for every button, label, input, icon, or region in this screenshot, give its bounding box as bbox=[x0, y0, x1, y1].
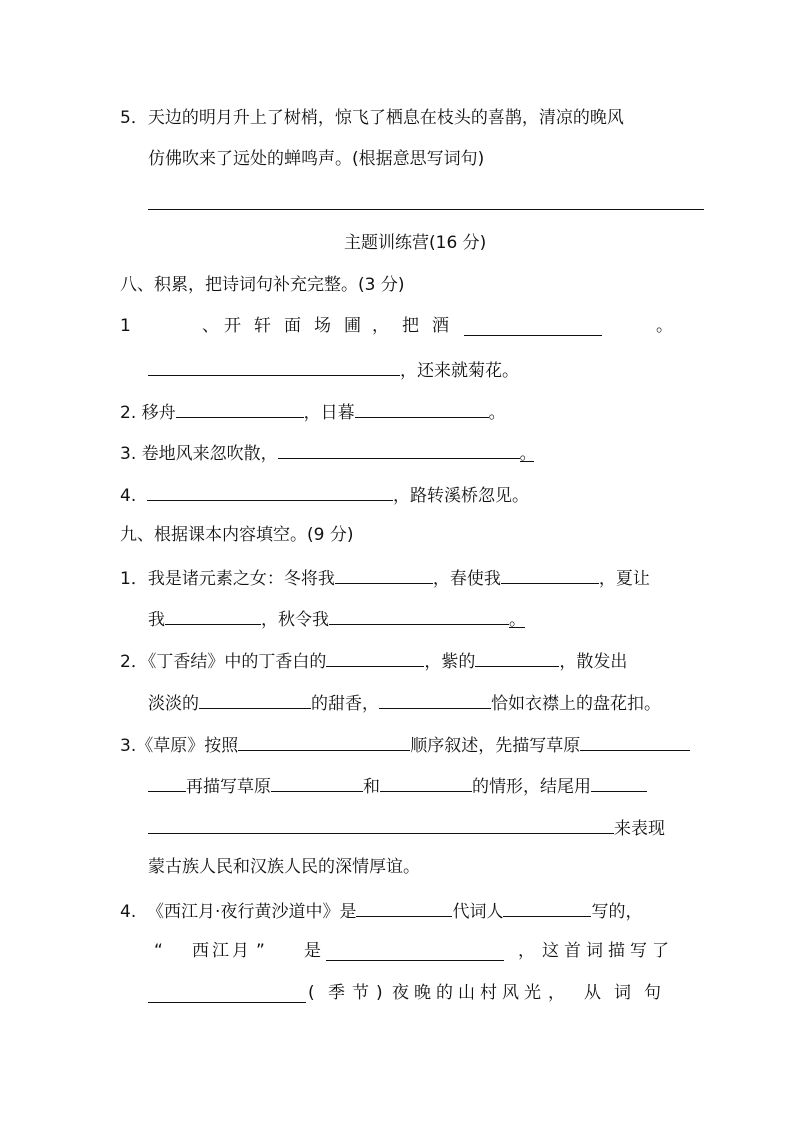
s8-q3-blank[interactable] bbox=[278, 440, 520, 459]
s9-q3-blank-7[interactable] bbox=[148, 815, 614, 834]
s9-q1-text-c: ，夏让 bbox=[598, 569, 650, 589]
s9-q4-char: 是 bbox=[304, 941, 321, 961]
s9-q4-text-a: 《西江月·夜行黄沙道中》是 bbox=[147, 902, 357, 922]
s9-q4-char: ” bbox=[256, 941, 265, 961]
s9-q4-char: “ bbox=[154, 941, 163, 961]
s9-q2-line1 bbox=[120, 648, 627, 673]
s8-q3 bbox=[120, 440, 537, 465]
s8-q3-number: 3. bbox=[120, 444, 137, 464]
s9-q3-text-a: 《草原》按照 bbox=[136, 736, 239, 756]
s8-q1-char: 把 bbox=[402, 316, 419, 336]
s8-q1-char: 、 bbox=[202, 316, 219, 336]
s8-q2-blank-1[interactable] bbox=[176, 399, 304, 418]
s8-q3-text: 卷地风来忽吹散， bbox=[141, 444, 278, 464]
q5-number: 5． bbox=[120, 108, 148, 128]
s9-q4-char: 江 bbox=[212, 941, 229, 961]
s8-q1-char: 开 bbox=[224, 316, 241, 336]
s8-q1-blank-2[interactable] bbox=[148, 357, 400, 376]
s9-q3-blank-3[interactable] bbox=[148, 773, 186, 792]
s8-q1-number: 1 bbox=[120, 316, 131, 336]
q5-line2 bbox=[148, 148, 484, 170]
s9-q2-text-d: 淡淡的 bbox=[148, 694, 199, 714]
s8-q2-text-a: 移舟 bbox=[141, 403, 176, 423]
s9-q2-text-c: ，散发出 bbox=[559, 652, 628, 672]
s9-q3-line3 bbox=[148, 815, 665, 840]
s8-q4-number: 4. bbox=[120, 486, 137, 506]
s9-q2-text-f: 恰如衣襟上的盘花扣。 bbox=[491, 694, 661, 714]
s9-q4-char: 光 bbox=[524, 983, 541, 1003]
s9-q4-char: 山 bbox=[458, 983, 475, 1003]
s9-q2-blank-3[interactable] bbox=[199, 690, 311, 709]
s9-q4-char: 写 bbox=[630, 941, 647, 961]
s9-q4-char: 村 bbox=[480, 983, 497, 1003]
q5-text-2: 仿佛吹来了远处的蝉鸣声。(根据意思写词句) bbox=[148, 149, 485, 169]
s9-q3-number: 3. bbox=[120, 736, 137, 756]
s8-q1-char: 酒 bbox=[432, 316, 449, 336]
s9-q4-char: 首 bbox=[564, 941, 581, 961]
s9-q3-line1 bbox=[120, 732, 690, 757]
s9-q4-char: 西 bbox=[192, 941, 209, 961]
s9-q1-text-e: ，秋令我 bbox=[261, 610, 329, 630]
s8-heading: 八、积累，把诗词句补充完整。(3 分) bbox=[120, 275, 405, 295]
s9-q3-blank-5[interactable] bbox=[380, 773, 472, 792]
s9-q2-text-b: ，紫的 bbox=[424, 652, 476, 672]
s9-q3-text-d: 和 bbox=[363, 777, 380, 797]
s9-q2-blank-4[interactable] bbox=[379, 690, 491, 709]
s9-q3-text-g: 蒙古族人民和汉族人民的深情厚谊。 bbox=[148, 857, 420, 877]
s9-q4-char: 词 bbox=[586, 941, 603, 961]
s9-q4-char: 季 bbox=[328, 983, 345, 1003]
s8-q4-text: ，路转溪桥忽见。 bbox=[393, 486, 530, 506]
s9-q1-text-a: 我是诸元素之女：冬将我 bbox=[147, 569, 335, 589]
s9-q2-blank-1[interactable] bbox=[326, 648, 424, 667]
s9-q1-text-b: ，春使我 bbox=[432, 569, 501, 589]
s8-q4-blank[interactable] bbox=[147, 482, 393, 501]
s9-q4-char: 从 bbox=[584, 983, 601, 1003]
s9-q4-line1 bbox=[120, 898, 642, 923]
s9-q1-line2 bbox=[148, 606, 525, 631]
s9-q4-blank-2[interactable] bbox=[503, 898, 591, 917]
s9-q4-number: 4. bbox=[120, 902, 137, 922]
s9-q4-blank-1[interactable] bbox=[356, 898, 452, 917]
s8-q1-blank-1[interactable] bbox=[464, 317, 602, 336]
s9-q1-number: 1． bbox=[120, 569, 148, 589]
q5-text-1: 天边的明月升上了树梢，惊飞了栖息在枝头的喜鹊，清凉的晚风 bbox=[147, 108, 624, 128]
s8-q2 bbox=[120, 399, 506, 424]
s9-q2-line2 bbox=[148, 690, 661, 715]
s9-q4-char: 描 bbox=[608, 941, 625, 961]
s8-q1-char: 轩 bbox=[254, 316, 271, 336]
s9-q3-text-c: 再描写草原 bbox=[186, 777, 271, 797]
s9-q4-char: ， bbox=[548, 983, 565, 1003]
s9-q4-char: ( bbox=[308, 983, 315, 1003]
s9-q1-blank-3[interactable] bbox=[165, 606, 261, 625]
s8-q2-blank-2[interactable] bbox=[355, 399, 489, 418]
s9-q1-blank-1[interactable] bbox=[335, 565, 433, 584]
s9-q1-blank-4[interactable] bbox=[329, 606, 509, 625]
s8-q4 bbox=[120, 482, 529, 507]
s9-q3-text-e: 的情形，结尾用 bbox=[472, 777, 591, 797]
s9-q4-char: ， bbox=[518, 941, 535, 961]
s9-q4-char: 风 bbox=[502, 983, 519, 1003]
q5-line1 bbox=[120, 107, 675, 129]
s9-q1-blank-2[interactable] bbox=[501, 565, 599, 584]
s8-q1-char: 圃 bbox=[344, 316, 361, 336]
s9-q4-blank-4[interactable] bbox=[148, 984, 306, 1003]
s8-q1-char: 场 bbox=[314, 316, 331, 336]
s9-q4-text-c: 写的， bbox=[591, 902, 643, 922]
s8-q1-line2-text: ，还来就菊花。 bbox=[400, 361, 519, 381]
s9-q4-char: 夜 bbox=[392, 983, 409, 1003]
s9-q4-char: ) bbox=[376, 983, 383, 1003]
s8-q3-end: 。 bbox=[519, 444, 537, 464]
s9-q1-end: 。 bbox=[509, 610, 526, 630]
s8-q2-end: 。 bbox=[488, 403, 506, 423]
s9-q1-line1 bbox=[120, 565, 650, 590]
s9-q3-text-b: 顺序叙述，先描写草原 bbox=[410, 736, 581, 756]
section-title: 主题训练营(16 分) bbox=[344, 233, 487, 253]
s8-q2-text-b: ，日暮 bbox=[303, 403, 355, 423]
s9-q3-line4 bbox=[148, 856, 420, 878]
s9-q2-text-e: 的甜香， bbox=[311, 694, 379, 714]
s9-q4-char: 了 bbox=[652, 941, 669, 961]
s9-q3-blank-2[interactable] bbox=[580, 732, 690, 751]
s9-q1-text-d: 我 bbox=[148, 610, 165, 630]
s9-q3-blank-1[interactable] bbox=[238, 732, 410, 751]
s9-q4-char: 节 bbox=[352, 983, 369, 1003]
s8-q1-char: ， bbox=[372, 316, 389, 336]
s9-q4-char: 晚 bbox=[414, 983, 431, 1003]
s8-q1-char: 面 bbox=[284, 316, 301, 336]
s9-q4-char: 词 bbox=[614, 983, 631, 1003]
s8-q1-line2 bbox=[148, 357, 519, 382]
s9-q2-blank-2[interactable] bbox=[475, 648, 559, 667]
q5-answer-line[interactable] bbox=[148, 209, 704, 210]
s9-q2-number: 2． bbox=[120, 652, 148, 672]
s8-q1-end: 。 bbox=[656, 316, 673, 336]
s9-q4-blank-3[interactable] bbox=[326, 942, 504, 961]
s9-q4-text-b: 代词人 bbox=[452, 902, 504, 922]
s9-q2-text-a: 《丁香结》中的丁香白的 bbox=[147, 652, 327, 672]
s9-q4-char: 的 bbox=[436, 983, 453, 1003]
s9-q4-char: 句 bbox=[644, 983, 661, 1003]
s9-q4-char: 月 bbox=[232, 941, 249, 961]
s9-q3-blank-4[interactable] bbox=[271, 773, 363, 792]
s9-q3-text-f: 来表现 bbox=[614, 819, 665, 839]
s8-q2-number: 2. bbox=[120, 403, 137, 423]
s9-q3-line2 bbox=[148, 773, 647, 798]
s9-q3-blank-6[interactable] bbox=[591, 773, 647, 792]
s9-heading: 九、根据课本内容填空。(9 分) bbox=[120, 525, 354, 545]
s9-q4-char: 这 bbox=[542, 941, 559, 961]
